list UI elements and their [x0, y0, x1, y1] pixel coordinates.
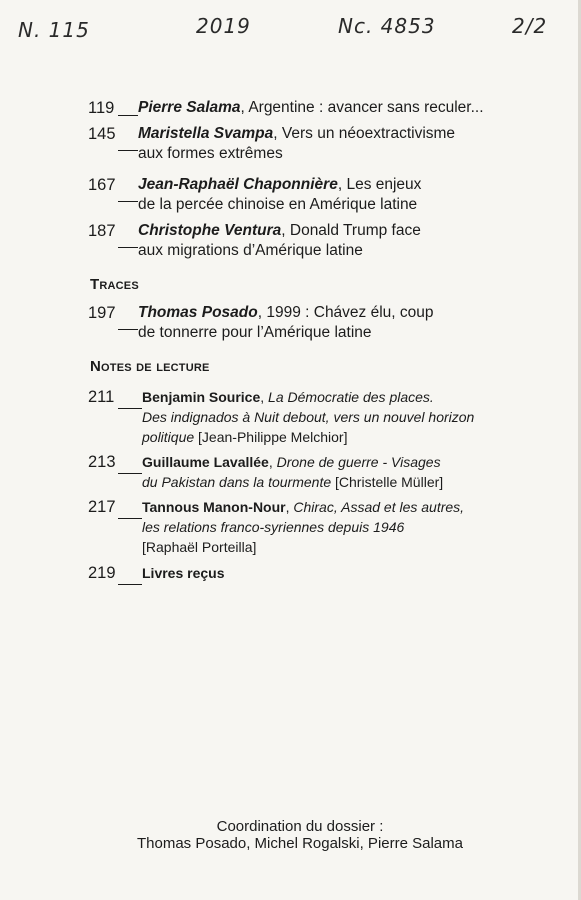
review-title: Drone de guerre - Visages — [276, 454, 441, 470]
toc-leader-rule — [118, 115, 138, 116]
toc-page-number: 167 — [88, 176, 116, 194]
toc-title: Vers un néoextractivisme — [281, 125, 456, 142]
toc-line: Jean-Raphaël Chaponnière, Les enjeux — [138, 176, 422, 193]
review-author: Guillaume Lavallée — [142, 454, 269, 470]
review-page-number: 217 — [88, 498, 116, 516]
toc-leader-rule — [118, 201, 138, 202]
toc-leader-rule — [118, 518, 142, 519]
review-line: du Pakistan dans la tourmente [Christelle Müller] — [142, 474, 444, 490]
review-author: Benjamin Sourice — [142, 389, 261, 405]
toc-title-continued: de la percée chinoise en Amérique latine — [138, 196, 418, 213]
review-page-number: 211 — [88, 388, 115, 406]
toc-line: Thomas Posado, 1999 : Chávez élu, coup — [138, 304, 434, 321]
toc-page-number: 197 — [88, 304, 116, 322]
toc-leader-rule — [118, 473, 142, 474]
review-title-continued: les relations franco-syriennes depuis 1946 — [142, 519, 405, 535]
toc-author: Jean-Raphaël Chaponnière — [138, 176, 338, 193]
review-page-number: 213 — [88, 453, 116, 471]
review-author: Livres reçus — [142, 565, 225, 581]
toc-author: Christophe Ventura — [138, 222, 282, 239]
toc-leader-rule — [118, 584, 142, 585]
toc-title-continued: de tonnerre pour l’Amérique latine — [138, 324, 372, 341]
toc-leader-rule — [118, 408, 142, 409]
reviewer-name: [Jean-Philippe Melchior] — [194, 429, 348, 445]
review-line: Guillaume Lavallée, Drone de guerre - Visages — [142, 454, 441, 470]
coordination-names: Thomas Posado, Michel Rogalski, Pierre Salama — [137, 835, 463, 852]
review-line — [142, 563, 225, 583]
handwritten-year: 2019 — [196, 14, 251, 38]
toc-line: Pierre Salama, Argentine : avancer sans reculer... — [138, 99, 484, 116]
review-line: Benjamin Sourice, La Démocratie des places. — [142, 389, 434, 405]
review-author: Tannous Manon-Nour — [142, 499, 286, 515]
toc-author: Thomas Posado — [138, 304, 258, 321]
toc-line: Maristella Svampa, Vers un néoextractivisme — [138, 125, 456, 142]
toc-title: Les enjeux — [346, 176, 422, 193]
review-page-number: 219 — [88, 564, 116, 582]
toc-author: Maristella Svampa — [138, 125, 274, 142]
review-line: politique [Jean-Philippe Melchior] — [142, 429, 348, 445]
section-heading-traces: Traces — [90, 276, 139, 293]
section-heading-notes: Notes de lecture — [90, 358, 210, 375]
review-line: Tannous Manon-Nour, Chirac, Assad et les autres, — [142, 499, 465, 515]
toc-title-continued: aux migrations d’Amérique latine — [138, 242, 363, 259]
review-title: La Démocratie des places. — [268, 389, 434, 405]
reviewer-name: [Christelle Müller] — [331, 474, 444, 490]
handwritten-issue: N. 115 — [18, 18, 90, 42]
toc-author: Pierre Salama — [138, 99, 241, 116]
toc-leader-rule — [118, 329, 138, 330]
reviewer-name: [Raphaël Porteilla] — [142, 539, 257, 555]
handwritten-catalog: Nc. 4853 — [338, 14, 436, 38]
toc-leader-rule — [118, 150, 138, 151]
toc-title: 1999 : Chávez élu, coup — [266, 304, 434, 321]
toc-title: Donald Trump face — [289, 222, 421, 239]
toc-line: Christophe Ventura, Donald Trump face — [138, 222, 421, 239]
toc-page-number: 119 — [88, 99, 115, 117]
review-title: Chirac, Assad et les autres, — [293, 499, 465, 515]
toc-page-number: 187 — [88, 222, 116, 240]
toc-page-number: 145 — [88, 125, 116, 143]
toc-leader-rule — [118, 247, 138, 248]
coordination-label: Coordination du dossier : — [216, 818, 384, 835]
review-title-continued: Des indignados à Nuit debout, vers un nouvel horizon — [142, 409, 475, 425]
toc-title: Argentine : avancer sans reculer... — [248, 99, 484, 116]
handwritten-page: 2/2 — [512, 14, 548, 38]
toc-title-continued: aux formes extrêmes — [138, 145, 283, 162]
